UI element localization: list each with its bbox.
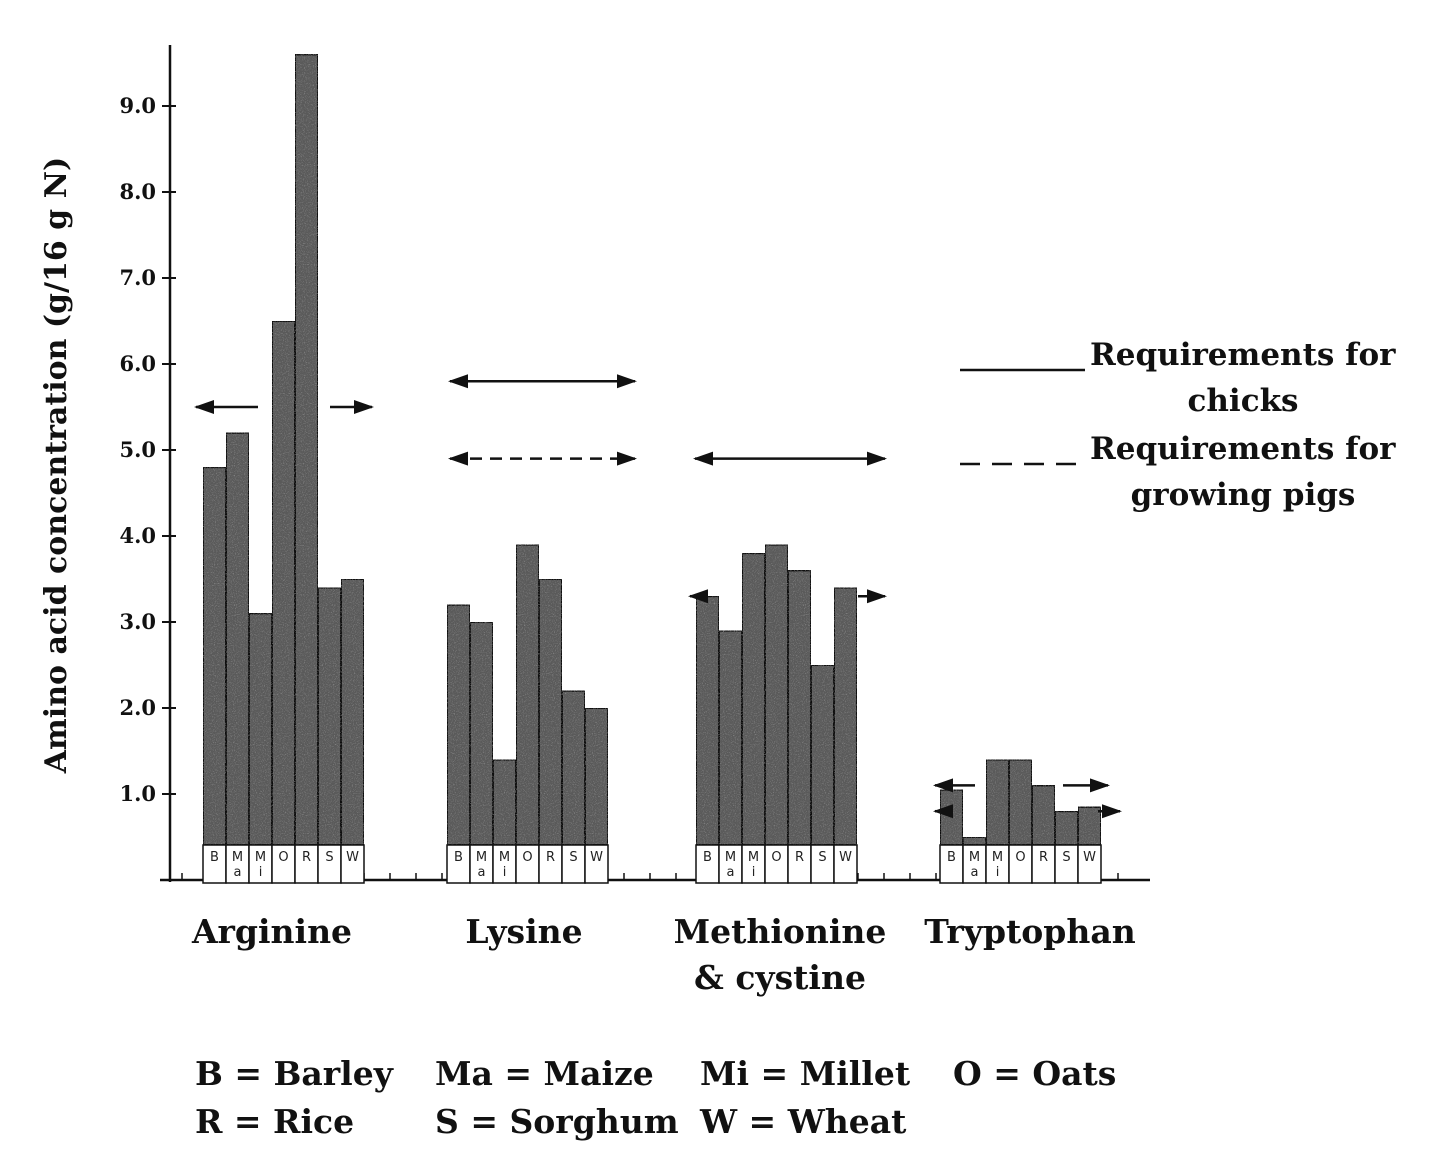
y-tick-label: 5.0 [119,437,156,462]
grain-key-entry: Mi = Millet [700,1054,911,1093]
grain-cell-label-sub: i [751,865,756,880]
bar [986,760,1009,845]
bar [811,665,834,845]
group-label: Arginine [191,912,353,951]
group-label: Tryptophan [924,912,1136,951]
grain-key-entry: W = Wheat [700,1102,907,1141]
arrow-head [194,400,214,414]
grain-cell-label-sub: i [995,865,1000,880]
grain-cell-label: R [1038,850,1049,865]
grain-cell-label: M [475,850,488,865]
grain-cell-label: S [569,850,578,865]
grain-cell-label: O [1015,850,1026,865]
y-tick-label: 7.0 [119,265,156,290]
arrow-head [867,589,887,603]
arrow-head [1090,778,1110,792]
grain-cell-label-sub: i [502,865,507,880]
bar [341,579,364,845]
grain-cell-label: O [278,850,289,865]
grain-cell-label: M [254,850,267,865]
bar [249,613,272,845]
arrow-head [617,452,637,466]
grain-cell-label: S [1062,850,1071,865]
y-tick-label: 9.0 [119,93,156,118]
bar [226,433,249,845]
grain-key-entry: S = Sorghum [435,1102,679,1141]
bar [493,760,516,845]
bar [318,588,341,845]
bar [1032,785,1055,845]
arrow-head [448,452,468,466]
grain-cell-label: W [839,850,852,865]
bar [1055,811,1078,845]
grain-key-entry: Ma = Maize [435,1054,654,1093]
group-label: Methionine [673,912,887,951]
grain-cell-label: O [771,850,782,865]
grain-cell-label-sub: a [970,865,979,880]
y-axis-title: Amino acid concentration (g/16 g N) [39,156,74,774]
grain-cell-label: R [301,850,312,865]
grain-cells-layer [203,845,1101,883]
grain-cell-label: B [454,850,463,865]
grain-cell-label: O [522,850,533,865]
group-label: Lysine [465,912,583,951]
legend [960,337,1396,513]
arrow-head [617,374,637,388]
grain-cell-label-sub: a [726,865,735,880]
grain-cell-label: B [703,850,712,865]
bar [562,691,585,845]
group-label: & cystine [694,958,866,997]
grain-cell-label: S [325,850,334,865]
bar [1009,760,1032,845]
bar [742,553,765,845]
pigs-requirement-arrow [448,452,637,466]
y-tick-label: 6.0 [119,351,156,376]
grain-key-entry: B = Barley [195,1054,393,1093]
grain-cell-label: M [498,850,511,865]
grain-cell-label: S [818,850,827,865]
legend-entry-text: growing pigs [1130,477,1356,513]
bar [765,545,788,845]
grain-cell-label-sub: i [258,865,263,880]
y-tick-label: 2.0 [119,695,156,720]
legend-entry-text: chicks [1187,383,1299,419]
grain-cell-label: W [590,850,603,865]
bars-layer [203,54,1101,845]
y-tick-label: 1.0 [119,781,156,806]
grain-cell-label: M [991,850,1004,865]
y-tick-label: 4.0 [119,523,156,548]
bar [834,588,857,845]
grain-cell-label: W [346,850,359,865]
bar [203,467,226,845]
bar [719,631,742,845]
grain-cell-label-sub: a [233,865,242,880]
legend-entry-text: Requirements for [1090,337,1396,373]
grain-cell-label-sub: a [477,865,486,880]
chicks-requirement-arrow [693,452,887,466]
arrow-head [867,452,887,466]
bar [1078,807,1101,845]
bar [788,570,811,845]
arrow-head [693,452,713,466]
bar [272,321,295,845]
chicks-requirement-arrow [448,374,637,388]
grain-cell-label: R [794,850,805,865]
grain-cell-label: B [947,850,956,865]
grain-cell-label: W [1083,850,1096,865]
bar [585,708,608,845]
legend-entry-text: Requirements for [1090,431,1396,467]
bar [470,622,493,845]
arrow-head [354,400,374,414]
grain-cell-label: M [747,850,760,865]
group-labels-layer [191,912,1136,997]
grain-cell-label: M [231,850,244,865]
grain-cell-label: B [210,850,219,865]
grain-key [195,1054,1116,1141]
grain-key-entry: R = Rice [195,1102,355,1141]
y-tick-label: 3.0 [119,609,156,634]
bar [696,596,719,845]
grain-cell-label: M [724,850,737,865]
grain-cell-label: R [545,850,556,865]
grain-cell-label: M [968,850,981,865]
y-tick-label: 8.0 [119,179,156,204]
arrow-head [1102,804,1122,818]
bar [295,54,318,845]
arrow-head [448,374,468,388]
bar [516,545,539,845]
bar [447,605,470,845]
grain-key-entry: O = Oats [953,1054,1117,1093]
bar [539,579,562,845]
bar [963,837,986,845]
